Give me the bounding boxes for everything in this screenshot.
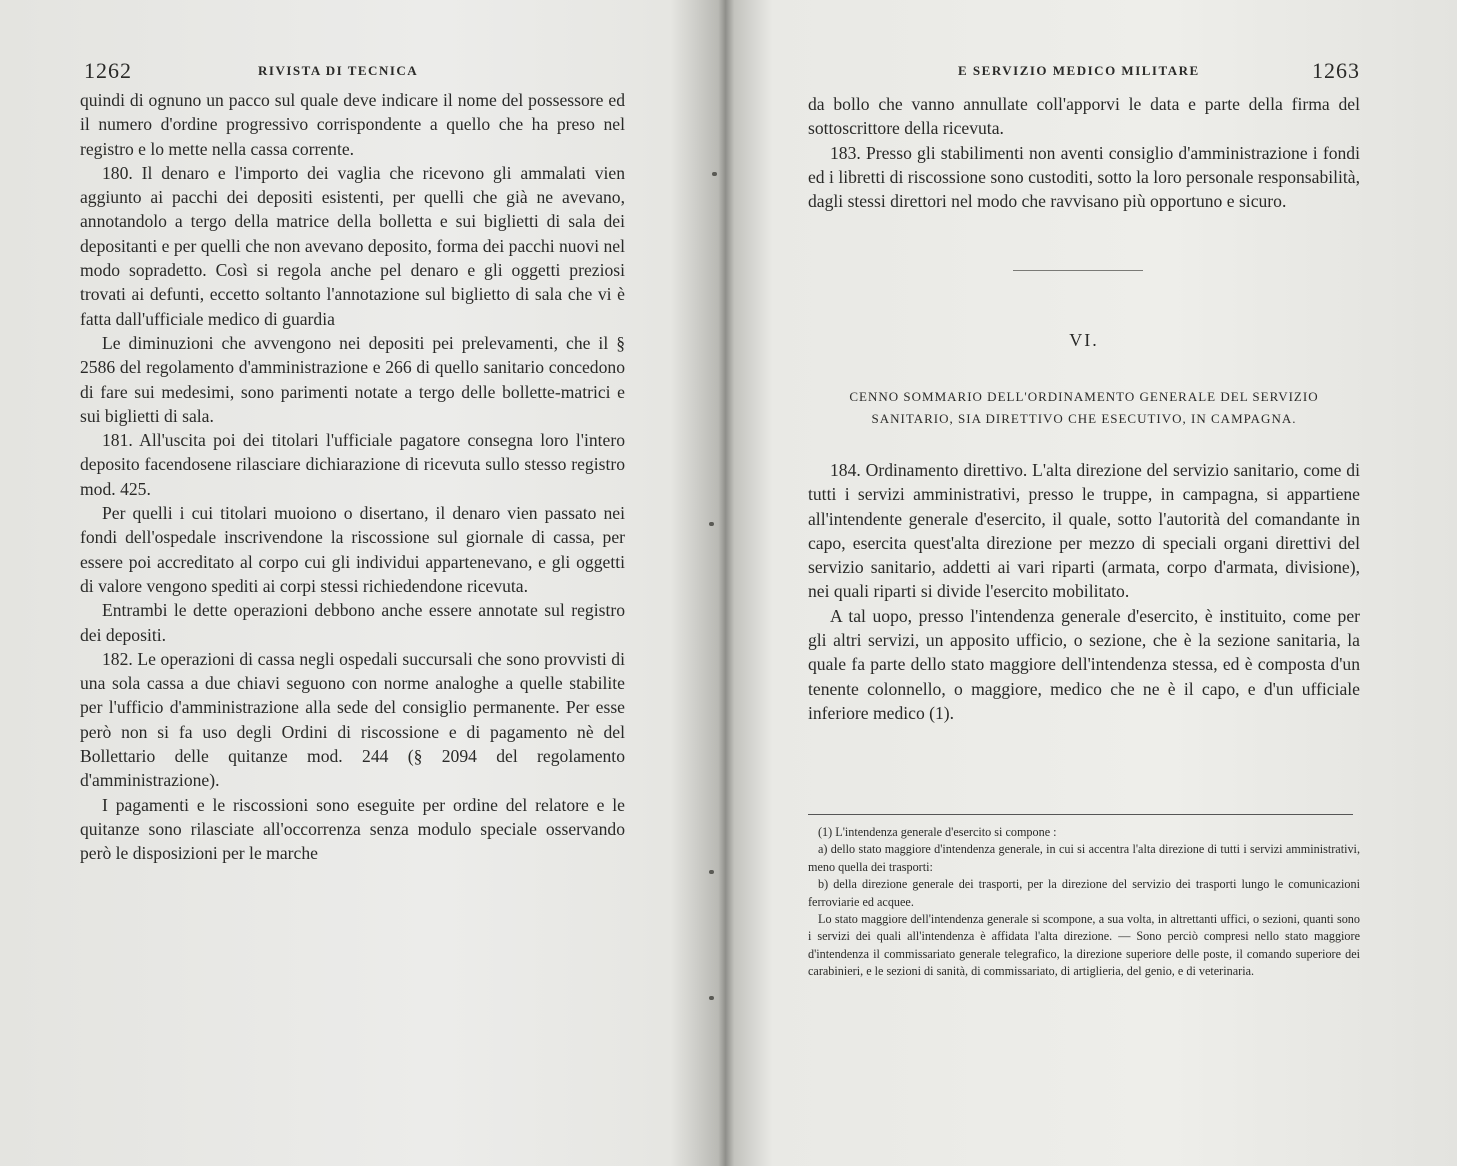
paragraph: da bollo che vanno annullate coll'apporvi le data e parte della firma del sottoscrittore della ricevuta.: [808, 94, 1360, 139]
right-body-text-lower: [808, 458, 1360, 725]
right-page: [808, 0, 1360, 1166]
paragraph: 184. Ordinamento direttivo. L'alta direzione del servizio sanitario, come di tutti i servizi amministrativi, presso le truppe, in campagna, si appartiene all'intendente generale d'esercito, il quale, sotto l'autorità del comandante in capo, esercita quest'alta direzione per mezzo di speciali organi direttivi del servizio sanitario, addetti ai vari riparti (armata, corpo d'armata, divisione), nei quali riparti si divide l'esercito mobilitato.: [808, 460, 1360, 602]
footnote: b) della direzione generale dei trasporti, per la direzione del servizio dei trasporti lungo le comunicazioni ferroviarie ed acquee.: [808, 877, 1360, 909]
section-number: VI.: [1069, 330, 1099, 350]
paragraph: Le diminuzioni che avvengono nei depositi pei prelevamenti, che il § 2586 del regolamento d'amministrazione e 266 di quello sanitario concedono di fare sui medesimi, sono parimenti notate a tergo delle bollette-matrici e sui biglietti di sala.: [80, 332, 625, 426]
left-page: [80, 0, 625, 1166]
paragraph: quindi di ognuno un pacco sul quale deve indicare il nome del possessore ed il numero d'ordine progressivo corrispondente a quello che ha preso nel registro e lo mette nella cassa corrente.: [80, 90, 625, 159]
paragraph: Entrambi le dette operazioni debbono anche essere annotate sul registro dei depositi.: [80, 600, 625, 645]
gutter-mark: [709, 522, 714, 526]
page-number: 1263: [1312, 58, 1360, 83]
gutter-mark: [709, 870, 714, 874]
paragraph: I pagamenti e le riscossioni sono eseguite per ordine del relatore e le quitanze sono rilasciate all'occorrenza senza modulo speciale osservando però le disposizioni per le marche: [80, 794, 625, 864]
page-number: 1262: [84, 58, 132, 83]
running-head-title: RIVISTA DI TECNICA: [258, 63, 419, 78]
left-body-text: [80, 88, 625, 866]
paragraph: 182. Le operazioni di cassa negli ospedali succursali che sono provvisti di una sola cassa a due chiavi seguono con norme analoghe a quelle stabilite per l'ufficio d'amministrazione alla sede del consiglio permanente. Per esse però non si fa uso degli Ordini di riscossione e di pagamento nè del Bollettario delle quitanze mod. 244 (§ 2094 del regolamento d'amministrazione).: [80, 648, 625, 791]
running-head-title: E SERVIZIO MEDICO MILITARE: [958, 63, 1200, 78]
right-body-text-top: [808, 92, 1360, 213]
paragraph: 180. Il denaro e l'importo dei vaglia che ricevono gli ammalati vien aggiunto ai pacchi dei depositi esistenti, per quelli che già ne avevano, annotandolo a tergo della matrice della bolletta e sui biglietti di sala dei depositanti e per quelli che non avevano deposito, forma dei pacchi nuovi nel modo sopradetto. Così si regola anche pel denaro e gli oggetti preziosi trovati ai defunti, eccetto soltanto l'annotazione sul biglietto di sala che vi è fatta dall'ufficiale medico di guardia: [80, 162, 625, 329]
section-title-line: SANITARIO, SIA DIRETTIVO CHE ESECUTIVO, IN CAMPAGNA.: [871, 411, 1297, 426]
gutter-mark: [712, 172, 717, 176]
footnote: (1) L'intendenza generale d'esercito si compone :: [818, 825, 1057, 839]
footnote: a) dello stato maggiore d'intendenza generale, in cui si accentra l'alta direzione di tutti i servizi amministrativi, meno quella dei trasporti:: [808, 842, 1360, 874]
section-title-line: CENNO SOMMARIO DELL'ORDINAMENTO GENERALE DEL SERVIZIO: [849, 389, 1319, 404]
gutter-mark: [709, 996, 714, 1000]
footnote-rule: [808, 814, 1353, 815]
section-title: [808, 386, 1360, 430]
running-head: [808, 58, 1360, 84]
footnote: Lo stato maggiore dell'intendenza generale si scompone, a sua volta, in altrettanti uffici, o sezioni, quanti sono i servizi dei quali all'intendenza è affidata l'alta direzione. — Sono perciò compresi nello stato maggiore d'intendenza il commissariato generale telegrafico, la direzione superiore delle poste, il comando superiore dei carabinieri, e le sezioni di sanità, di commissariato, di artiglieria, del genio, e di veterinaria.: [808, 912, 1360, 979]
paragraph: 183. Presso gli stabilimenti non aventi consiglio d'amministrazione i fondi ed i libretti di riscossione sono custoditi, sotto la loro personale responsabilità, dagli stessi direttori nel modo che ravvisano più opportuno e sicuro.: [808, 142, 1360, 212]
paragraph: 181. All'uscita poi dei titolari l'ufficiale pagatore consegna loro l'intero deposito facendosene rilasciare dichiarazione di ricevuta sullo stesso registro mod. 425.: [80, 430, 625, 499]
paragraph: A tal uopo, presso l'intendenza generale d'esercito, è instituito, come per gli altri servizi, un apposito ufficio, o sezione, che è la sezione sanitaria, la quale fa parte dello stato maggiore dell'intendenza stessa, ed è composta d'un tenente colonnello, o maggiore, medico che ne è il capo, e d'un ufficiale inferiore medico (1).: [808, 605, 1360, 723]
section-separator: [1013, 270, 1143, 271]
running-head: [80, 58, 625, 84]
footnotes: [808, 824, 1360, 981]
paragraph: Per quelli i cui titolari muoiono o disertano, il denaro vien passato nei fondi dell'ospedale inscrivendone la riscossione sul giornale di cassa, per essere poi accreditato al corpo cui gli individui appartenevano, e gli oggetti di valore vengono spediti ai corpi stessi richiedendone ricevuta.: [80, 503, 625, 596]
